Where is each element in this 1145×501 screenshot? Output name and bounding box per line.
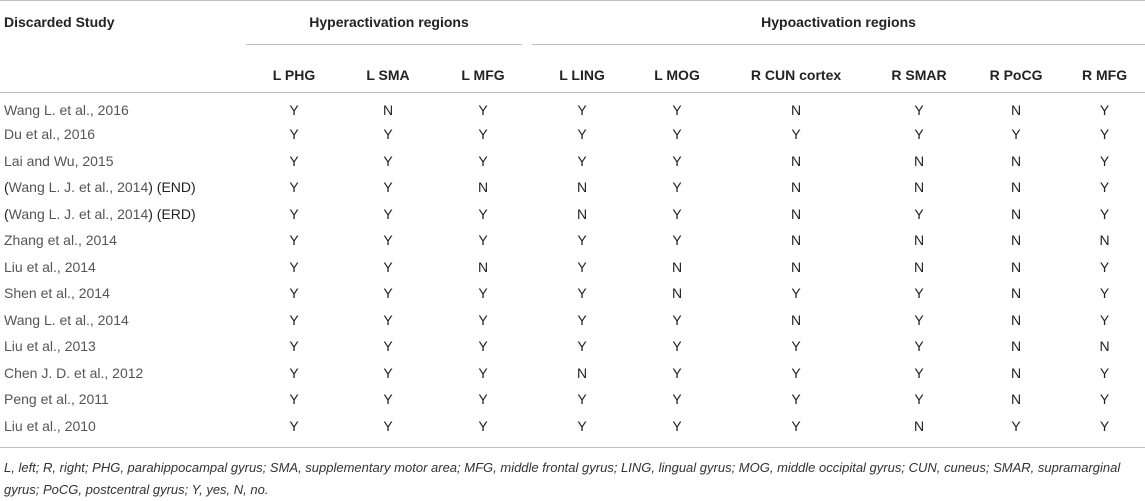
study-name-cell: [0, 386, 246, 413]
value-cell: Y: [246, 93, 342, 122]
study-citation-link[interactable]: Wang L. et al., 2014: [4, 312, 129, 328]
value-cell: Y: [434, 360, 532, 387]
value-cell: Y: [434, 333, 532, 360]
value-cell: N: [434, 254, 532, 281]
value-cell: N: [870, 227, 968, 254]
value-cell: Y: [532, 386, 632, 413]
value-cell: N: [722, 227, 870, 254]
value-cell: Y: [632, 227, 722, 254]
value-cell: Y: [1064, 386, 1145, 413]
value-cell: N: [722, 93, 870, 122]
value-cell: Y: [342, 174, 434, 201]
value-cell: Y: [342, 227, 434, 254]
value-cell: Y: [246, 254, 342, 281]
value-cell: Y: [1064, 280, 1145, 307]
value-cell: N: [968, 360, 1064, 387]
value-cell: Y: [1064, 413, 1145, 448]
value-cell: Y: [632, 121, 722, 148]
study-name-cell: [0, 121, 246, 148]
table-row: [0, 386, 1145, 413]
value-cell: N: [722, 307, 870, 334]
value-cell: Y: [968, 413, 1064, 448]
value-cell: Y: [434, 413, 532, 448]
study-name-cell: [0, 360, 246, 387]
column-header: L MFG: [434, 57, 532, 93]
value-cell: N: [532, 201, 632, 228]
value-cell: N: [632, 280, 722, 307]
value-cell: Y: [532, 121, 632, 148]
table-row: [0, 333, 1145, 360]
value-cell: Y: [246, 148, 342, 175]
value-cell: Y: [632, 93, 722, 122]
value-cell: N: [722, 148, 870, 175]
hyperactivation-group-header: Hyperactivation regions: [246, 1, 532, 58]
group-underline: [532, 44, 1145, 45]
value-cell: N: [968, 201, 1064, 228]
study-citation-link[interactable]: Liu et al., 2010: [4, 418, 96, 434]
value-cell: N: [342, 93, 434, 122]
value-cell: N: [722, 201, 870, 228]
column-header: L PHG: [246, 57, 342, 93]
value-cell: N: [722, 174, 870, 201]
value-cell: Y: [342, 386, 434, 413]
value-cell: Y: [434, 307, 532, 334]
table-row: [0, 360, 1145, 387]
column-header: L SMA: [342, 57, 434, 93]
study-citation-link[interactable]: Wang L. J. et al., 2014: [9, 179, 149, 195]
value-cell: Y: [722, 386, 870, 413]
value-cell: N: [968, 254, 1064, 281]
table-row: [0, 148, 1145, 175]
study-citation-link[interactable]: Chen J. D. et al., 2012: [4, 365, 143, 381]
table-row: [0, 227, 1145, 254]
value-cell: N: [870, 254, 968, 281]
column-header: L LING: [532, 57, 632, 93]
value-cell: Y: [532, 413, 632, 448]
value-cell: Y: [342, 254, 434, 281]
value-cell: Y: [246, 307, 342, 334]
value-cell: Y: [968, 121, 1064, 148]
value-cell: Y: [870, 333, 968, 360]
value-cell: N: [968, 174, 1064, 201]
value-cell: Y: [722, 121, 870, 148]
value-cell: Y: [342, 307, 434, 334]
value-cell: Y: [532, 227, 632, 254]
study-citation-link[interactable]: Shen et al., 2014: [4, 285, 110, 301]
value-cell: Y: [632, 413, 722, 448]
value-cell: Y: [246, 333, 342, 360]
study-citation-link[interactable]: Liu et al., 2013: [4, 338, 96, 354]
value-cell: Y: [434, 386, 532, 413]
value-cell: Y: [246, 201, 342, 228]
value-cell: N: [968, 280, 1064, 307]
value-cell: N: [870, 148, 968, 175]
study-name-cell: [0, 93, 246, 122]
value-cell: N: [870, 413, 968, 448]
value-cell: N: [870, 174, 968, 201]
value-cell: Y: [870, 386, 968, 413]
column-header-row: [0, 57, 1145, 93]
table-body: [0, 93, 1145, 448]
value-cell: N: [968, 307, 1064, 334]
value-cell: Y: [870, 121, 968, 148]
value-cell: Y: [722, 360, 870, 387]
value-cell: Y: [532, 333, 632, 360]
study-name-cell: [0, 254, 246, 281]
value-cell: Y: [1064, 201, 1145, 228]
value-cell: N: [632, 254, 722, 281]
footnote-row: [0, 448, 1145, 501]
study-name-cell: [0, 174, 246, 201]
value-cell: Y: [632, 360, 722, 387]
value-cell: N: [532, 174, 632, 201]
value-cell: Y: [246, 413, 342, 448]
column-header: L MOG: [632, 57, 722, 93]
table-row: [0, 413, 1145, 448]
study-citation-link[interactable]: Lai and Wu, 2015: [4, 153, 114, 169]
table-row: [0, 174, 1145, 201]
value-cell: N: [434, 174, 532, 201]
table-row: [0, 307, 1145, 334]
study-citation-link[interactable]: Zhang et al., 2014: [4, 232, 117, 248]
value-cell: Y: [342, 201, 434, 228]
study-citation-link[interactable]: Peng et al., 2011: [4, 391, 109, 407]
value-cell: N: [532, 360, 632, 387]
study-suffix: ) (END): [148, 179, 195, 195]
value-cell: Y: [532, 280, 632, 307]
value-cell: Y: [870, 280, 968, 307]
study-name-cell: [0, 201, 246, 228]
value-cell: Y: [342, 333, 434, 360]
value-cell: Y: [722, 333, 870, 360]
table-row: [0, 121, 1145, 148]
value-cell: N: [968, 93, 1064, 122]
value-cell: Y: [434, 93, 532, 122]
value-cell: Y: [632, 333, 722, 360]
table-footnote: L, left; R, right; PHG, parahippocampal gyrus; SMA, supplementary motor area; MFG, middle frontal gyrus; LING, lingual gyrus; MOG, middle occipital gyrus; CUN, cuneus; SMAR, supramarginal gyrus; PoCG, postcentral gyrus; Y, yes, N, no.: [0, 448, 1145, 501]
value-cell: Y: [532, 307, 632, 334]
value-cell: N: [968, 227, 1064, 254]
value-cell: Y: [1064, 254, 1145, 281]
value-cell: Y: [1064, 174, 1145, 201]
value-cell: Y: [342, 148, 434, 175]
value-cell: Y: [1064, 93, 1145, 122]
header-group-row: [0, 1, 1145, 58]
value-cell: Y: [870, 201, 968, 228]
column-header: R PoCG: [968, 57, 1064, 93]
value-cell: Y: [434, 227, 532, 254]
study-name-cell: [0, 413, 246, 448]
value-cell: Y: [342, 360, 434, 387]
value-cell: Y: [246, 280, 342, 307]
value-cell: Y: [1064, 148, 1145, 175]
study-citation-link[interactable]: Wang L. et al., 2016: [4, 102, 129, 118]
study-column-header: Discarded Study: [0, 1, 246, 58]
value-cell: Y: [532, 148, 632, 175]
value-cell: Y: [246, 227, 342, 254]
column-header: R SMAR: [870, 57, 968, 93]
blank-header-cell: [0, 57, 246, 93]
value-cell: Y: [532, 254, 632, 281]
value-cell: Y: [434, 201, 532, 228]
study-name-cell: [0, 227, 246, 254]
value-cell: Y: [246, 174, 342, 201]
study-name-cell: [0, 333, 246, 360]
table-row: [0, 201, 1145, 228]
column-header: R MFG: [1064, 57, 1145, 93]
group-underline: [246, 44, 522, 45]
value-cell: Y: [870, 93, 968, 122]
study-suffix: ) (ERD): [148, 206, 195, 222]
value-cell: Y: [342, 413, 434, 448]
value-cell: Y: [722, 413, 870, 448]
value-cell: Y: [722, 280, 870, 307]
value-cell: N: [1064, 333, 1145, 360]
study-name-cell: [0, 307, 246, 334]
value-cell: Y: [632, 307, 722, 334]
value-cell: Y: [1064, 307, 1145, 334]
study-citation-link[interactable]: Liu et al., 2014: [4, 259, 96, 275]
value-cell: Y: [342, 280, 434, 307]
value-cell: Y: [434, 148, 532, 175]
value-cell: Y: [632, 386, 722, 413]
value-cell: Y: [246, 386, 342, 413]
value-cell: Y: [246, 360, 342, 387]
study-citation-link[interactable]: Du et al., 2016: [4, 126, 95, 142]
hypoactivation-group-header: Hypoactivation regions: [532, 1, 1145, 58]
value-cell: Y: [1064, 121, 1145, 148]
study-citation-link[interactable]: Wang L. J. et al., 2014: [9, 206, 149, 222]
column-header: R CUN cortex: [722, 57, 870, 93]
value-cell: Y: [632, 201, 722, 228]
study-prefix: (: [4, 179, 9, 195]
study-name-cell: [0, 148, 246, 175]
value-cell: Y: [870, 307, 968, 334]
value-cell: N: [722, 254, 870, 281]
study-name-cell: [0, 280, 246, 307]
value-cell: Y: [632, 148, 722, 175]
value-cell: Y: [632, 174, 722, 201]
table-row: [0, 280, 1145, 307]
value-cell: Y: [246, 121, 342, 148]
value-cell: N: [968, 333, 1064, 360]
table-row: [0, 93, 1145, 122]
value-cell: N: [1064, 227, 1145, 254]
value-cell: Y: [434, 121, 532, 148]
value-cell: Y: [342, 121, 434, 148]
value-cell: N: [968, 386, 1064, 413]
value-cell: Y: [870, 360, 968, 387]
value-cell: Y: [1064, 360, 1145, 387]
value-cell: N: [968, 148, 1064, 175]
value-cell: Y: [532, 93, 632, 122]
study-prefix: (: [4, 206, 9, 222]
table-row: [0, 254, 1145, 281]
value-cell: Y: [434, 280, 532, 307]
